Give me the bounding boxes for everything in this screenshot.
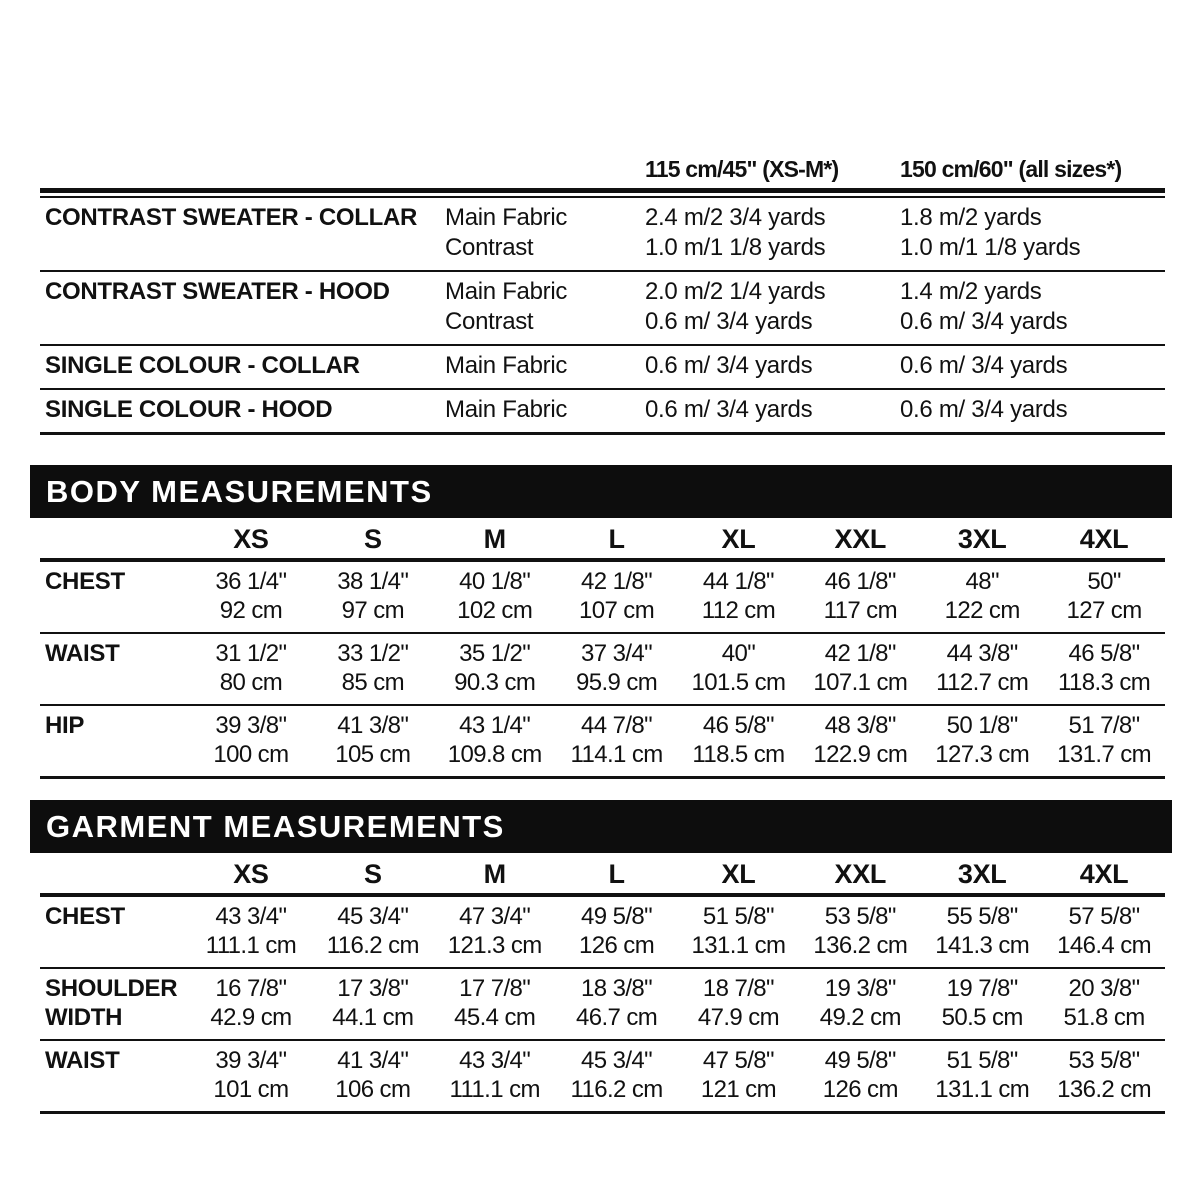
value-inches: 42 1/8" (581, 568, 653, 595)
value-inches: 46 5/8" (1068, 640, 1140, 667)
value-inches: 51 7/8" (1068, 712, 1140, 739)
value-cm: 136.2 cm (813, 932, 908, 959)
fabric-qty-115: 2.4 m/2 3/4 yards (645, 204, 826, 231)
measurement-cell (921, 567, 1043, 625)
measurement-cell (678, 639, 800, 697)
fabric-qty-150: 1.4 m/2 yards (900, 278, 1042, 305)
value-cm: 46.7 cm (575, 1004, 658, 1031)
measurement-cell (1043, 1046, 1165, 1104)
measurement-cell (190, 711, 312, 769)
value-cm: 118.5 cm (692, 741, 785, 768)
measurement-row-label: SHOULDER WIDTH (45, 975, 178, 1031)
value-inches: 45 3/4" (581, 1047, 653, 1074)
value-cm: 116.2 cm (326, 932, 419, 959)
value-cm: 111.1 cm (449, 1076, 540, 1103)
value-inches: 44 1/8" (702, 568, 774, 595)
value-inches: 20 3/8" (1068, 975, 1140, 1002)
fabric-type: Main Fabric (445, 278, 568, 305)
measurement-cell (678, 902, 800, 960)
fabric-qty-150-column (900, 277, 1165, 337)
size-header-s: S (363, 524, 382, 554)
value-cm: 112.7 cm (936, 669, 1029, 696)
fabric-qty-150-column (900, 395, 1165, 425)
measurement-cell (1043, 567, 1165, 625)
value-inches: 47 3/4" (459, 903, 531, 930)
value-inches: 36 1/4" (215, 568, 287, 595)
value-cm: 127.3 cm (935, 741, 1030, 768)
measurement-cell (556, 974, 678, 1032)
value-cm: 131.1 cm (935, 1076, 1030, 1103)
measurement-cell (799, 639, 921, 697)
measurement-cell (1043, 711, 1165, 769)
measurement-row-label: WAIST (45, 640, 120, 667)
measurement-cell (312, 902, 434, 960)
value-inches: 43 3/4" (215, 903, 287, 930)
value-cm: 126 cm (822, 1076, 898, 1103)
fabric-qty-115-column (645, 203, 900, 263)
measurement-cell (799, 1046, 921, 1104)
fabric-row-label: SINGLE COLOUR - HOOD (45, 396, 333, 423)
value-inches: 50" (1087, 568, 1121, 595)
garment-measurements-title-bar (30, 800, 1172, 853)
table-rule (40, 1111, 1165, 1114)
measurement-cell (799, 567, 921, 625)
value-inches: 43 1/4" (459, 712, 531, 739)
measurement-cell (556, 711, 678, 769)
measurement-cell (921, 711, 1043, 769)
measurement-cell (312, 711, 434, 769)
value-cm: 116.2 cm (570, 1076, 663, 1103)
value-inches: 51 5/8" (946, 1047, 1018, 1074)
value-cm: 44.1 cm (332, 1004, 414, 1031)
measurement-cell (434, 974, 556, 1032)
fabric-type-column (445, 277, 645, 337)
size-header-xxl: XXL (834, 524, 887, 554)
value-inches: 16 7/8" (215, 975, 287, 1002)
measurement-row (40, 969, 1165, 1039)
measurement-row-label: CHEST (45, 903, 125, 930)
value-inches: 44 7/8" (581, 712, 653, 739)
value-cm: 117 cm (823, 597, 897, 624)
value-cm: 141.3 cm (935, 932, 1030, 959)
fabric-qty-115: 1.0 m/1 1/8 yards (645, 234, 826, 261)
fabric-type: Main Fabric (445, 352, 568, 379)
fabric-type: Main Fabric (445, 396, 568, 423)
size-header-row (40, 518, 1165, 558)
measurement-cell (921, 1046, 1043, 1104)
fabric-type: Main Fabric (445, 204, 568, 231)
measurement-cell (678, 567, 800, 625)
value-cm: 112 cm (701, 597, 776, 624)
fabric-qty-115: 0.6 m/ 3/4 yards (645, 396, 813, 423)
value-cm: 100 cm (213, 741, 289, 768)
value-cm: 49.2 cm (819, 1004, 901, 1031)
value-inches: 37 3/4" (581, 640, 653, 667)
value-inches: 40 1/8" (459, 568, 531, 595)
garment-measurements-title: GARMENT MEASUREMENTS (46, 808, 505, 844)
value-cm: 101 cm (213, 1076, 289, 1103)
fabric-requirements-table (40, 146, 1165, 435)
size-header-l: L (608, 859, 625, 889)
measurement-cell (799, 902, 921, 960)
value-inches: 49 5/8" (581, 903, 653, 930)
measurement-cell (190, 639, 312, 697)
value-cm: 114.1 cm (570, 741, 663, 768)
measurement-cell (434, 1046, 556, 1104)
size-header-4xl: 4XL (1079, 524, 1129, 554)
value-cm: 131.7 cm (1057, 741, 1152, 768)
value-cm: 105 cm (335, 741, 411, 768)
value-cm: 146.4 cm (1057, 932, 1152, 959)
size-header-4xl: 4XL (1079, 859, 1129, 889)
fabric-qty-150-column (900, 351, 1165, 381)
measurement-cell (556, 567, 678, 625)
fabric-qty-115: 0.6 m/ 3/4 yards (645, 352, 813, 379)
value-inches: 57 5/8" (1068, 903, 1140, 930)
measurement-cell (434, 567, 556, 625)
value-inches: 39 3/8" (215, 712, 287, 739)
size-header-3xl: 3XL (957, 859, 1007, 889)
value-inches: 41 3/8" (337, 712, 409, 739)
value-inches: 18 7/8" (702, 975, 774, 1002)
value-cm: 90.3 cm (454, 669, 536, 696)
value-cm: 107 cm (579, 597, 655, 624)
measurement-cell (434, 902, 556, 960)
fabric-qty-150: 1.0 m/1 1/8 yards (900, 234, 1081, 261)
value-inches: 18 3/8" (581, 975, 653, 1002)
size-header-xxl: XXL (834, 859, 887, 889)
value-cm: 122.9 cm (813, 741, 908, 768)
fabric-width-150-header: 150 cm/60" (all sizes*) (900, 156, 1122, 182)
value-inches: 48 3/8" (824, 712, 896, 739)
measurement-cell (312, 974, 434, 1032)
garment-measurements-table (40, 853, 1165, 1114)
fabric-table-header-row (40, 146, 1165, 188)
value-inches: 46 1/8" (824, 568, 896, 595)
measurement-row (40, 706, 1165, 776)
measurement-row (40, 897, 1165, 967)
value-inches: 39 3/4" (215, 1047, 287, 1074)
value-inches: 40" (721, 640, 756, 667)
value-inches: 33 1/2" (337, 640, 409, 667)
measurement-cell (678, 1046, 800, 1104)
fabric-row (40, 390, 1165, 432)
fabric-qty-150: 0.6 m/ 3/4 yards (900, 352, 1068, 379)
measurement-cell (799, 711, 921, 769)
size-header-l: L (608, 524, 625, 554)
measurement-cell (678, 974, 800, 1032)
value-cm: 51.8 cm (1063, 1004, 1145, 1031)
value-cm: 80 cm (219, 669, 283, 696)
measurement-cell (434, 639, 556, 697)
measurement-cell (312, 639, 434, 697)
fabric-type: Contrast (445, 308, 534, 335)
measurement-cell (1043, 639, 1165, 697)
value-cm: 131.1 cm (691, 932, 786, 959)
table-rule (40, 432, 1165, 435)
fabric-qty-150: 0.6 m/ 3/4 yards (900, 396, 1068, 423)
table-rule (40, 776, 1165, 779)
measurement-cell (556, 639, 678, 697)
value-inches: 35 1/2" (459, 640, 531, 667)
value-inches: 53 5/8" (1068, 1047, 1140, 1074)
fabric-type-column (445, 395, 645, 425)
size-header-xl: XL (721, 524, 756, 554)
value-inches: 50 1/8" (946, 712, 1018, 739)
measurement-cell (1043, 974, 1165, 1032)
measurement-row-label: WAIST (45, 1047, 120, 1074)
value-cm: 109.8 cm (447, 741, 542, 768)
measurement-cell (678, 711, 800, 769)
measurement-cell (312, 1046, 434, 1104)
measurement-cell (312, 567, 434, 625)
fabric-row (40, 272, 1165, 344)
body-measurements-table (40, 518, 1165, 779)
measurement-cell (921, 974, 1043, 1032)
fabric-type-column (445, 351, 645, 381)
measurement-cell (434, 711, 556, 769)
value-cm: 50.5 cm (941, 1004, 1023, 1031)
measurement-row (40, 562, 1165, 632)
value-inches: 47 5/8" (702, 1047, 774, 1074)
fabric-type-column (445, 203, 645, 263)
value-inches: 31 1/2" (215, 640, 287, 667)
value-inches: 17 7/8" (459, 975, 531, 1002)
measurement-cell (190, 567, 312, 625)
fabric-row (40, 346, 1165, 388)
size-header-xs: XS (233, 524, 269, 554)
fabric-qty-150: 0.6 m/ 3/4 yards (900, 308, 1068, 335)
value-cm: 111.1 cm (205, 932, 297, 959)
measurement-cell (556, 1046, 678, 1104)
value-cm: 106 cm (335, 1076, 411, 1103)
fabric-width-115-header: 115 cm/45" (XS-M*) (645, 156, 839, 182)
fabric-type: Contrast (445, 234, 534, 261)
size-header-3xl: 3XL (957, 524, 1007, 554)
fabric-qty-150: 1.8 m/2 yards (900, 204, 1042, 231)
fabric-row-label: CONTRAST SWEATER - HOOD (45, 278, 390, 305)
measurement-row (40, 634, 1165, 704)
fabric-qty-115-column (645, 395, 900, 425)
measurement-cell (190, 974, 312, 1032)
value-cm: 118.3 cm (1057, 669, 1151, 696)
body-measurements-title: BODY MEASUREMENTS (46, 473, 433, 509)
value-cm: 85 cm (341, 669, 404, 696)
value-inches: 38 1/4" (337, 568, 409, 595)
measurement-cell (190, 902, 312, 960)
size-header-xs: XS (233, 859, 269, 889)
value-inches: 42 1/8" (824, 640, 896, 667)
size-header-spacer (40, 858, 185, 890)
measurement-cell (556, 902, 678, 960)
measurement-cell (190, 1046, 312, 1104)
value-cm: 107.1 cm (813, 669, 908, 696)
measurement-cell (799, 974, 921, 1032)
value-cm: 97 cm (341, 597, 404, 624)
value-cm: 127 cm (1066, 597, 1142, 624)
fabric-row (40, 198, 1165, 270)
value-cm: 122 cm (944, 597, 1020, 624)
value-cm: 47.9 cm (697, 1004, 780, 1031)
value-cm: 45.4 cm (454, 1004, 536, 1031)
value-inches: 45 3/4" (337, 903, 409, 930)
size-header-m: M (483, 859, 506, 889)
value-inches: 49 5/8" (824, 1047, 896, 1074)
measurement-row-label: HIP (45, 712, 85, 739)
value-inches: 48" (965, 568, 999, 595)
fabric-qty-115: 0.6 m/ 3/4 yards (645, 308, 813, 335)
value-inches: 44 3/8" (946, 640, 1018, 667)
value-cm: 102 cm (457, 597, 533, 624)
size-header-s: S (363, 859, 382, 889)
value-inches: 17 3/8" (337, 975, 409, 1002)
value-inches: 46 5/8" (702, 712, 774, 739)
fabric-qty-115: 2.0 m/2 1/4 yards (645, 278, 826, 305)
value-cm: 126 cm (579, 932, 655, 959)
value-cm: 136.2 cm (1057, 1076, 1152, 1103)
value-cm: 101.5 cm (691, 669, 786, 696)
value-cm: 95.9 cm (575, 669, 658, 696)
size-header-row (40, 853, 1165, 893)
value-inches: 53 5/8" (824, 903, 896, 930)
fabric-row-label: CONTRAST SWEATER - COLLAR (45, 204, 418, 231)
measurement-cell (921, 639, 1043, 697)
size-header-m: M (483, 524, 506, 554)
measurement-cell (921, 902, 1043, 960)
value-inches: 51 5/8" (702, 903, 774, 930)
value-cm: 121.3 cm (447, 932, 542, 959)
fabric-qty-115-column (645, 277, 900, 337)
value-cm: 121 cm (700, 1076, 776, 1103)
value-cm: 42.9 cm (210, 1004, 292, 1031)
value-inches: 19 3/8" (824, 975, 896, 1002)
fabric-rows-container (40, 198, 1165, 435)
measurement-row-label: CHEST (45, 568, 125, 595)
size-header-spacer (40, 523, 185, 555)
value-inches: 55 5/8" (946, 903, 1018, 930)
value-cm: 92 cm (219, 597, 283, 624)
fabric-qty-115-column (645, 351, 900, 381)
size-header-xl: XL (721, 859, 756, 889)
fabric-row-label: SINGLE COLOUR - COLLAR (45, 352, 360, 379)
value-inches: 41 3/4" (337, 1047, 409, 1074)
value-inches: 19 7/8" (946, 975, 1018, 1002)
value-inches: 43 3/4" (459, 1047, 531, 1074)
measurement-row (40, 1041, 1165, 1111)
body-measurements-title-bar (30, 465, 1172, 518)
fabric-qty-150-column (900, 203, 1165, 263)
measurement-cell (1043, 902, 1165, 960)
